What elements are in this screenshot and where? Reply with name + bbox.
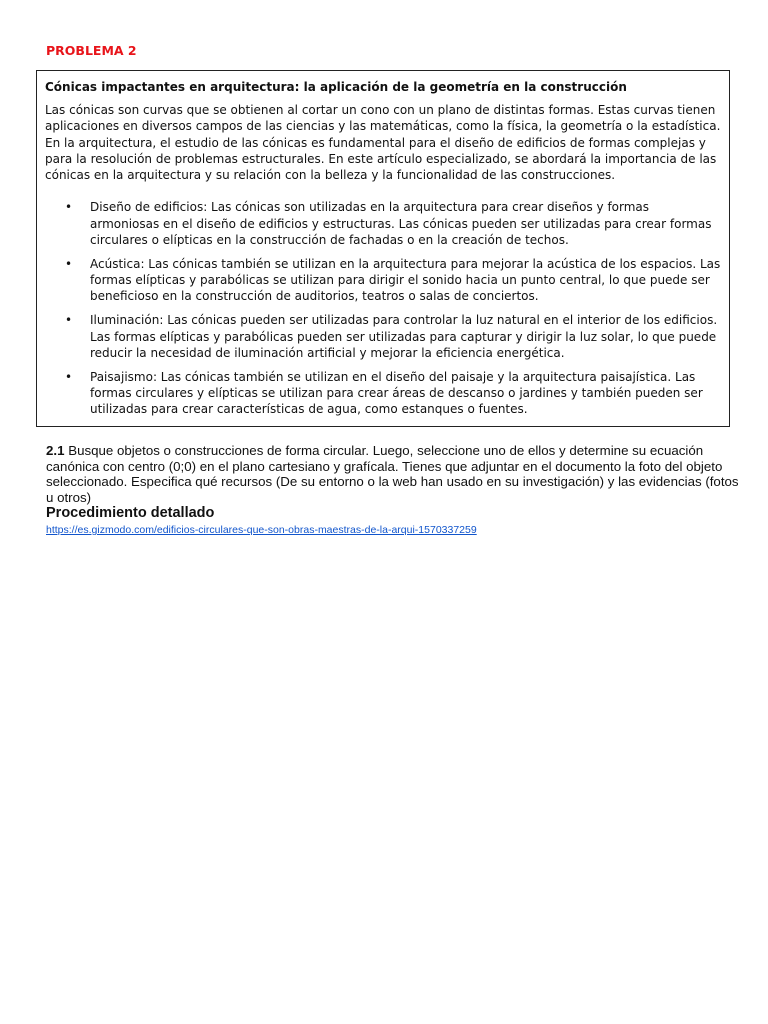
bullet-dot-icon: • xyxy=(65,200,73,215)
article-intro: Las cónicas son curvas que se obtienen al cortar un cono con un plano de distintas formas. Estas curvas tienen aplicaciones en diversos campos de las ciencias y las matemáticas, como la física, la geometría o la estadística. En la arquitectura, el estudio de las cónicas es fundamental para el diseño de edificios de formas complejas y para la resolución de problemas estructurales. En este artículo especializado, se abordará la importancia de las cónicas en la arquitectura y su relación con la belleza y la funcionalidad de las construcciones. xyxy=(45,103,721,183)
bullet-text: Paisajismo: Las cónicas también se utilizan en el diseño del paisaje y la arquitectura paisajística. Las formas circulares y elípticas se utilizan para crear áreas de descanso o jardines y también pueden ser utilizadas para crear características de agua, como estanques o fuentes. xyxy=(90,369,703,417)
bullet-text: Iluminación: Las cónicas pueden ser utilizadas para controlar la luz natural en el interior de los edificios. Las formas elípticas y parabólicas pueden ser utilizadas para capturar y dirigir la luz solar, lo que puede reducir la necesidad de iluminación artificial y mejorar la eficiencia energética. xyxy=(90,313,718,360)
bullet-text: Diseño de edificios: Las cónicas son utilizadas en la arquitectura para crear diseños y formas armoniosas en el diseño de edificios y estructuras. Las cónicas pueden ser utilizadas para crear formas circulares o elípticas en la construcción de fachadas o en la creación de techos. xyxy=(90,200,712,248)
bullet-item xyxy=(45,369,721,418)
bullet-dot-icon: • xyxy=(65,256,73,271)
bullet-item xyxy=(45,312,721,361)
problem-label: PROBLEMA 2 xyxy=(46,43,137,58)
reference-link[interactable]: https://es.gizmodo.com/edificios-circulares-que-son-obras-maestras-de-la-arqui-1570337259 xyxy=(46,524,477,536)
question-text: Busque objetos o construcciones de forma circular. Luego, seleccione uno de ellos y determine su ecuación canónica con centro (0;0) en el plano cartesiano y grafícala. Tienes que adjuntar en el documento la foto del objeto seleccionado. Especifica qué recursos (De su entorno o la web han usado en su investigación) y las evidencias (fotos u otros) xyxy=(46,443,739,505)
bullet-item xyxy=(45,256,721,305)
question-number: 2.1 xyxy=(46,443,65,458)
bullet-text: Acústica: Las cónicas también se utilizan en la arquitectura para mejorar la acústica de los espacios. Las formas elípticas y parabólicas se utilizan para dirigir el sonido hacia un punto central, lo que puede ser beneficioso en la construcción de auditorios, teatros o salas de conciertos. xyxy=(90,256,721,304)
bullet-dot-icon: • xyxy=(65,369,73,384)
bullet-dot-icon: • xyxy=(65,313,73,328)
question-paragraph xyxy=(46,443,742,505)
procedure-heading: Procedimiento detallado xyxy=(46,505,215,521)
bullet-item xyxy=(45,199,721,248)
article-bullet-list xyxy=(45,199,721,417)
article-title: Cónicas impactantes en arquitectura: la aplicación de la geometría en la construcción xyxy=(45,80,627,94)
article-box xyxy=(36,70,730,427)
